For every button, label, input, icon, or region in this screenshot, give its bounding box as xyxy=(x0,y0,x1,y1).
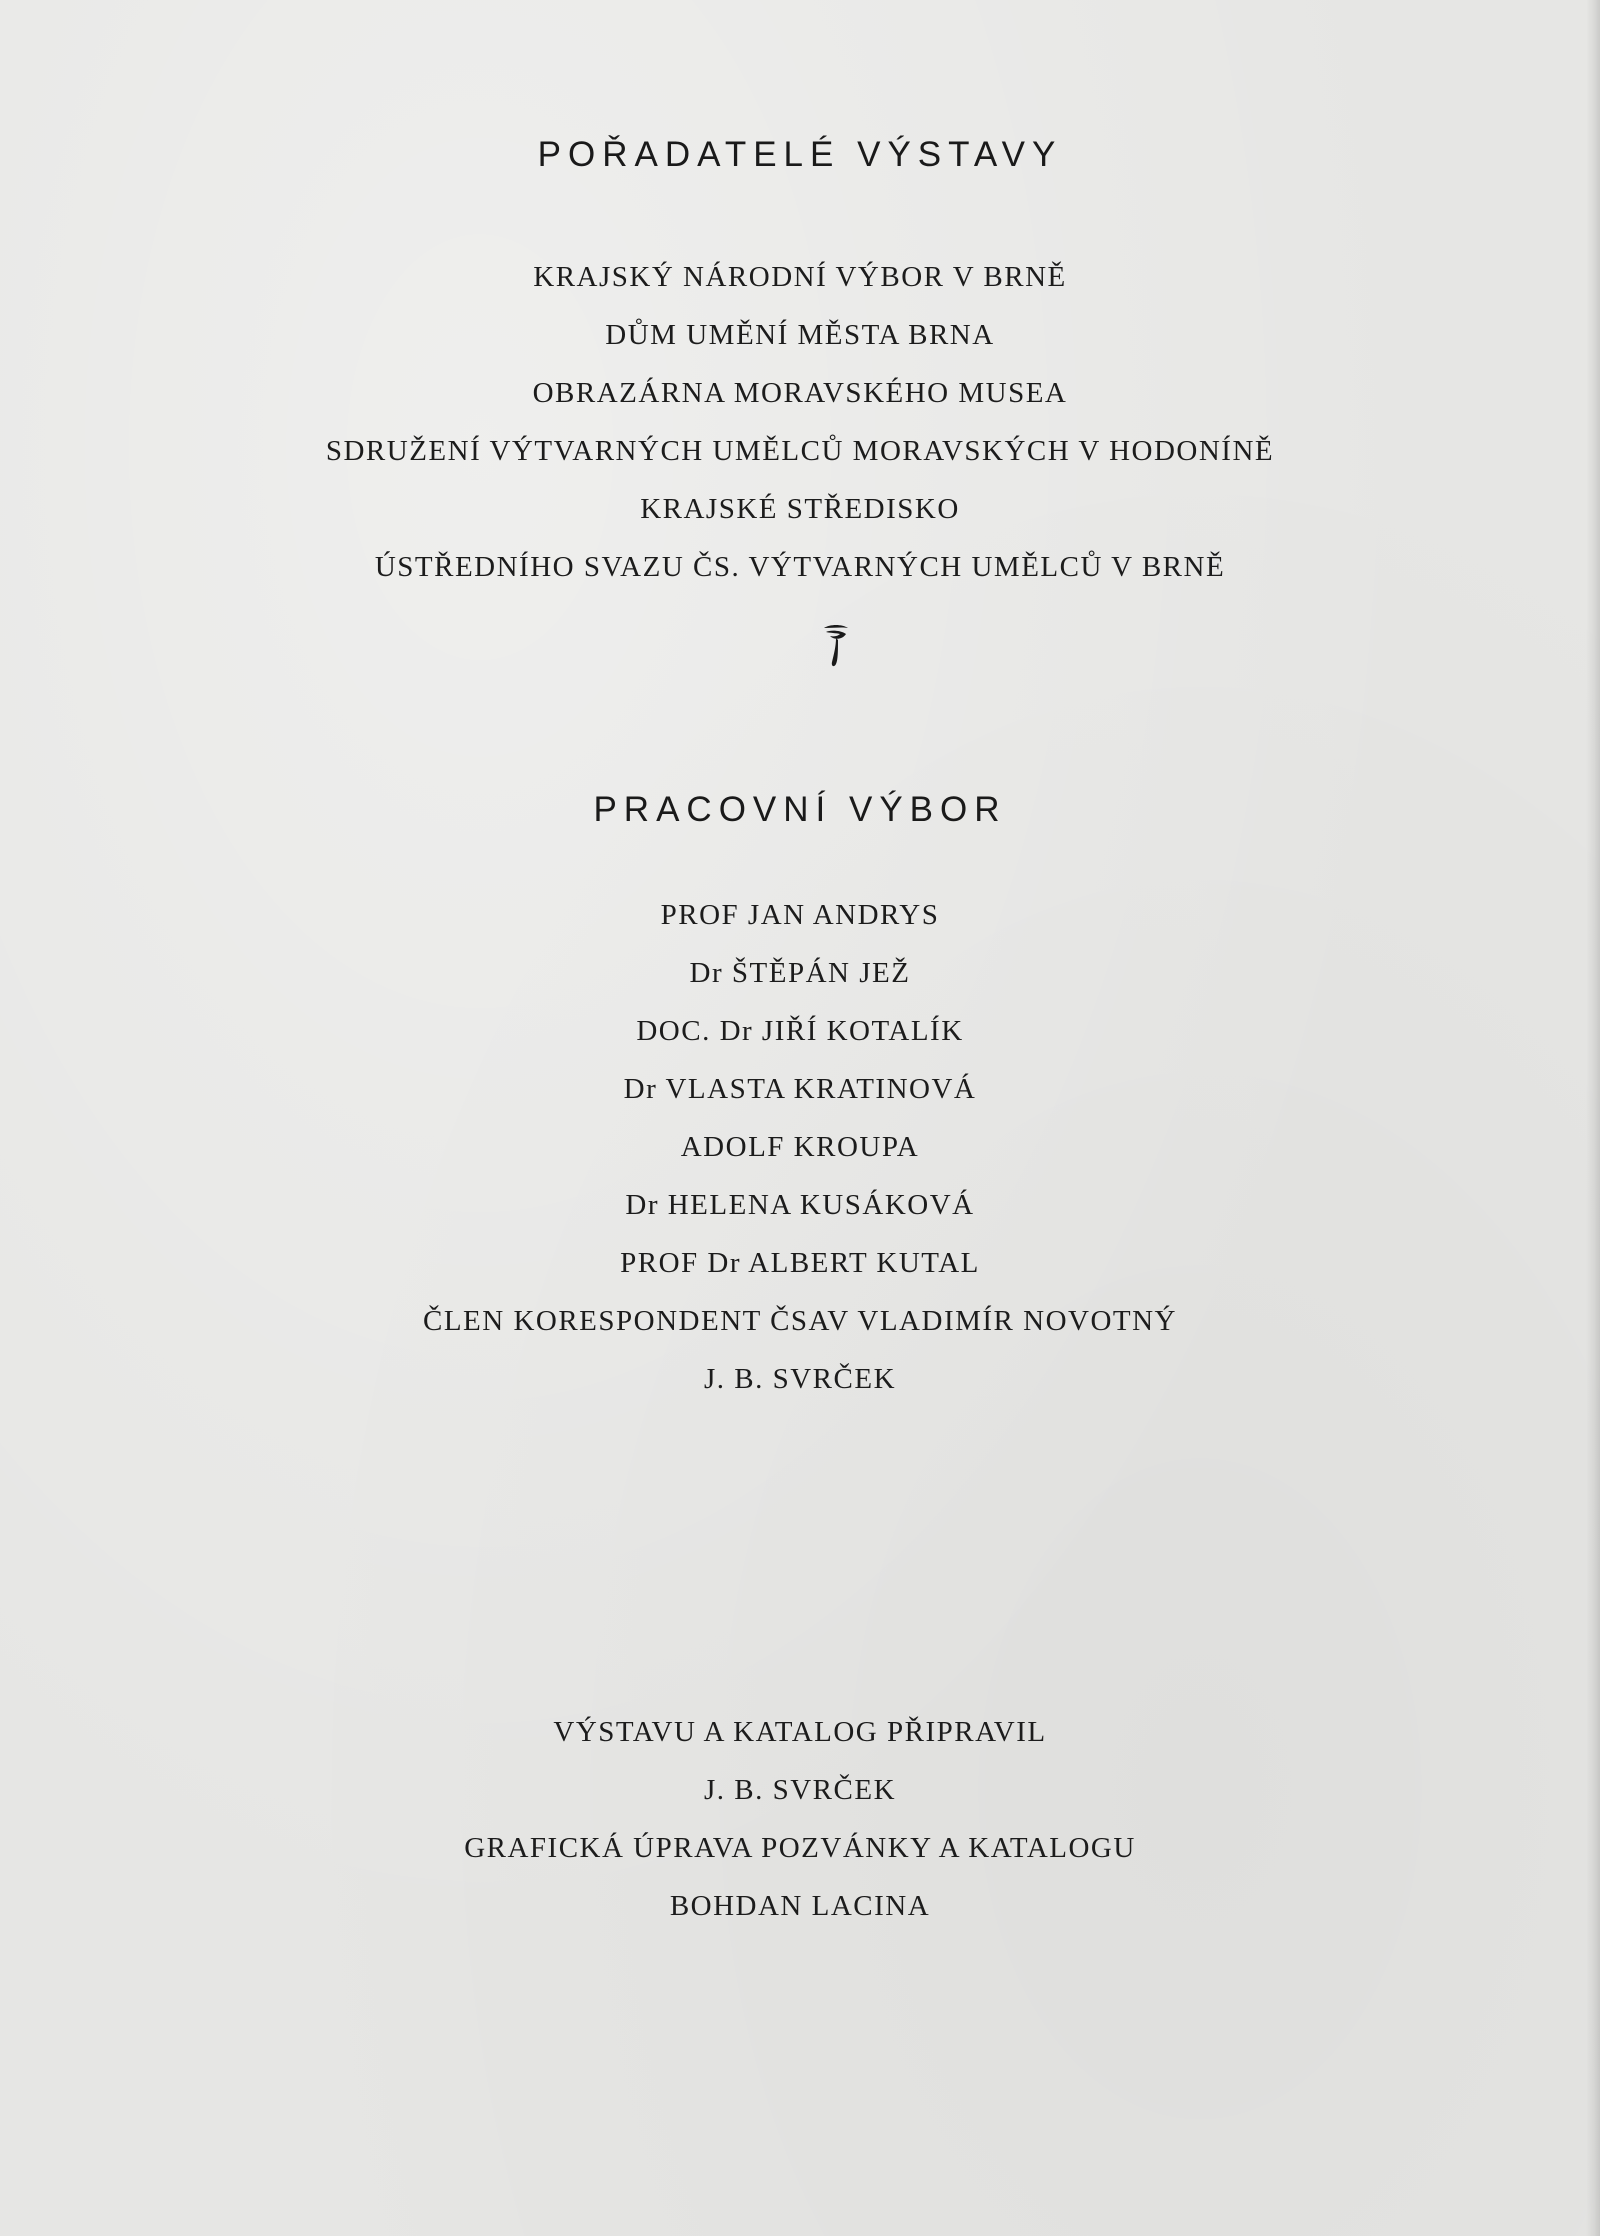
organizers-list xyxy=(0,248,1600,596)
credit-line: BOHDAN LACINA xyxy=(669,1890,931,1922)
organizer-line: KRAJSKÉ STŘEDISKO xyxy=(640,493,960,525)
organizer-line: SDRUŽENÍ VÝTVARNÝCH UMĚLCŮ MORAVSKÝCH V HODONÍNĚ xyxy=(325,435,1275,467)
credit-line: J. B. SVRČEK xyxy=(703,1774,897,1806)
committee-member: PROF Dr ALBERT KUTAL xyxy=(620,1247,980,1279)
credit-line: VÝSTAVU A KATALOG PŘIPRAVIL xyxy=(553,1716,1047,1748)
committee-member: ČLEN KORESPONDENT ČSAV VLADIMÍR NOVOTNÝ xyxy=(422,1305,1178,1337)
committee-member: J. B. SVRČEK xyxy=(703,1363,897,1395)
committee-heading-block xyxy=(0,790,1600,830)
organizers-heading-block xyxy=(0,135,1600,175)
credits-list xyxy=(0,1703,1600,1935)
committee-member: DOC. Dr JIŘÍ KOTALÍK xyxy=(636,1015,964,1047)
committee-member: PROF JAN ANDRYS xyxy=(660,899,940,931)
committee-member: Dr VLASTA KRATINOVÁ xyxy=(623,1073,977,1105)
committee-heading: PRACOVNÍ VÝBOR xyxy=(593,790,1007,829)
credit-line: GRAFICKÁ ÚPRAVA POZVÁNKY A KATALOGU xyxy=(464,1832,1136,1864)
organizer-line: DŮM UMĚNÍ MĚSTA BRNA xyxy=(605,319,995,351)
committee-member: Dr ŠTĚPÁN JEŽ xyxy=(689,957,911,989)
organizer-line: KRAJSKÝ NÁRODNÍ VÝBOR V BRNĚ xyxy=(533,261,1067,293)
committee-member: ADOLF KROUPA xyxy=(680,1131,920,1163)
committee-member: Dr HELENA KUSÁKOVÁ xyxy=(625,1189,975,1221)
organizers-heading: POŘADATELÉ VÝSTAVY xyxy=(537,135,1063,174)
organizer-line: ÚSTŘEDNÍHO SVAZU ČS. VÝTVARNÝCH UMĚLCŮ V BRNĚ xyxy=(374,551,1226,583)
committee-list xyxy=(0,886,1600,1408)
organizer-line: OBRAZÁRNA MORAVSKÉHO MUSEA xyxy=(532,377,1068,409)
floral-ornament-icon xyxy=(820,622,852,670)
